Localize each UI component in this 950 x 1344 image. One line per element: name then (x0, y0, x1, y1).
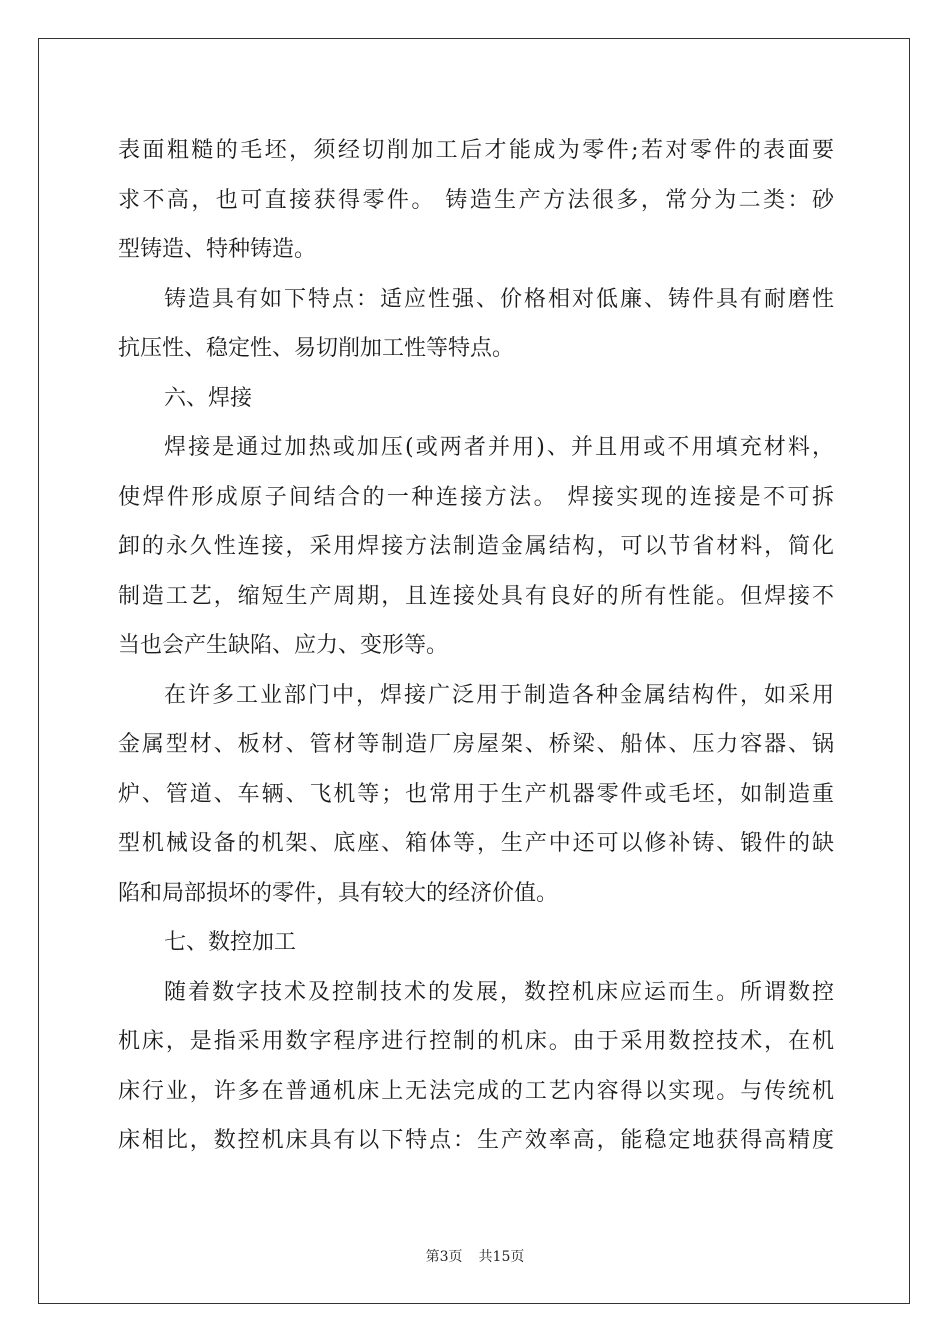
text-line: 焊接是通过加热或加压(或两者并用)、并且用或不用填充材料， (164, 435, 834, 460)
text-line: 金属型材、板材、管材等制造厂房屋架、桥梁、船体、压力容器、锅 (118, 732, 834, 757)
text-line: 表面粗糙的毛坯，须经切削加工后才能成为零件;若对零件的表面要 (118, 138, 834, 163)
text-line: 机床，是指采用数字程序进行控制的机床。由于采用数控技术，在机 (118, 1029, 834, 1054)
text-line: 炉、管道、车辆、飞机等；也常用于生产机器零件或毛坯，如制造重 (118, 781, 834, 807)
text-line: 制造工艺，缩短生产周期，且连接处具有良好的所有性能。但焊接不 (118, 583, 834, 609)
text-line: 抗压性、稳定性、易切削加工性等特点。 (118, 336, 515, 361)
text-line: 在许多工业部门中，焊接广泛用于制造各种金属结构件，如采用 (164, 682, 834, 708)
text-line: 型机械设备的机架、底座、箱体等，生产中还可以修补铸、锻件的缺 (118, 831, 834, 856)
page-footer (0, 1246, 950, 1266)
page-number: 第3页 (425, 1249, 463, 1265)
text-line: 当也会产生缺陷、应力、变形等。 (118, 633, 449, 658)
text-line: 六、焊接 (164, 385, 253, 411)
text-line: 陷和局部损坏的零件，具有较大的经济价值。 (118, 880, 559, 906)
text-line: 床相比，数控机床具有以下特点：生产效率高，能稳定地获得高精度 (118, 1128, 834, 1153)
text-line: 铸造具有如下特点：适应性强、价格相对低廉、铸件具有耐磨性 (164, 286, 834, 312)
text-line: 七、数控加工 (164, 930, 297, 955)
text-line: 床行业，许多在普通机床上无法完成的工艺内容得以实现。与传统机 (118, 1078, 834, 1104)
text-line: 使焊件形成原子间结合的一种连接方法。 焊接实现的连接是不可拆 (118, 484, 834, 510)
text-line: 随着数字技术及控制技术的发展，数控机床应运而生。所谓数控 (164, 979, 834, 1005)
text-line: 求不高，也可直接获得零件。 铸造生产方法很多，常分为二类：砂 (118, 187, 834, 213)
text-line: 型铸造、特种铸造。 (118, 237, 317, 262)
text-line: 卸的永久性连接，采用焊接方法制造金属结构，可以节省材料，简化 (118, 534, 834, 559)
document-body (118, 126, 834, 1166)
page-total: 共15页 (478, 1249, 525, 1265)
